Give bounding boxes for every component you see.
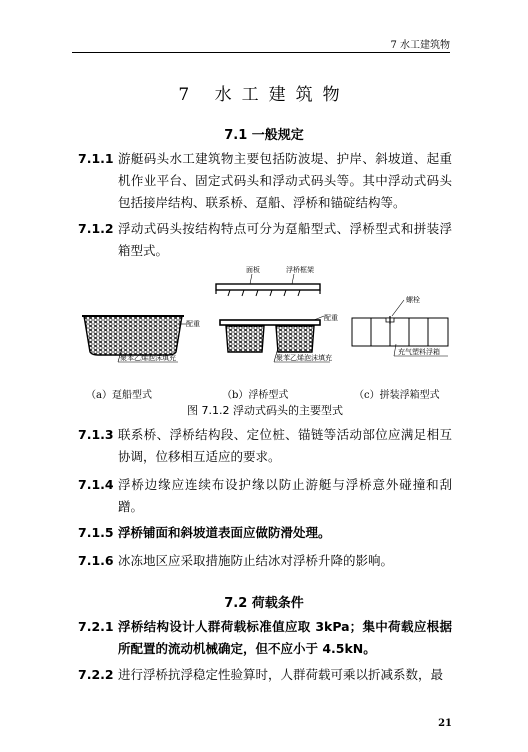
clause-7-1-1: [78, 148, 452, 214]
section-title-7-2: 7.2 荷载条件: [224, 596, 304, 611]
barge-type-section: [82, 316, 200, 362]
label-pontoon-frame: 浮桥框架: [286, 266, 314, 274]
label-ballast-a: 配重: [186, 320, 200, 328]
label-deck-board: 面板: [246, 266, 260, 274]
clause-7-1-3: [78, 424, 452, 468]
header-rule: [72, 52, 450, 53]
label-foam-fill-a: 聚苯乙烯泡沫填充: [120, 354, 176, 362]
clause-7-1-5: [78, 522, 452, 544]
label-foam-fill-b: 聚苯乙烯泡沫填充: [276, 354, 332, 362]
label-bolt: 螺栓: [406, 296, 420, 304]
clause-text: 浮桥铺面和斜坡道表面应做防滑处理。: [118, 525, 331, 540]
clause-7-1-2: [78, 218, 452, 262]
running-head: 7 水工建筑物: [390, 40, 450, 51]
clause-number: 7.1.3: [78, 427, 114, 442]
section-title-7-1: 7.1 一般规定: [224, 128, 304, 143]
clause-number: 7.1.4: [78, 477, 114, 492]
clause-text: 游艇码头水工建筑物主要包括防波堤、护岸、斜坡道、起重机作业平台、固定式码头和浮动式码头等。其中浮动式码头包括接岸结构、联系桥、趸船、浮桥和锚碇结构等。: [118, 151, 452, 210]
clause-number: 7.1.2: [78, 221, 114, 236]
page-number: 21: [438, 718, 452, 729]
pontoon-type-section: [216, 265, 338, 362]
clause-number: 7.1.5: [78, 525, 114, 540]
subcaption-c: （c）拼装浮箱型式: [354, 390, 440, 401]
modular-float-section: [352, 295, 448, 356]
chapter-title: 7 水工建筑物: [178, 85, 350, 105]
clause-7-1-4: [78, 474, 452, 518]
clause-7-2-2: [78, 664, 452, 686]
clause-7-1-6: [78, 550, 452, 572]
clause-number: 7.2.1: [78, 619, 114, 634]
clause-number: 7.2.2: [78, 667, 114, 682]
clause-text: 进行浮桥抗浮稳定性验算时，人群荷载可乘以折减系数，最: [118, 667, 444, 682]
label-ballast-b: 配重: [324, 314, 338, 322]
clause-7-2-1: [78, 616, 452, 660]
clause-text: 浮桥结构设计人群荷载标准值应取 3kPa；集中荷载应根据所配置的流动机械确定，但不应小于 4.5kN。: [118, 619, 452, 656]
floating-dock-types-drawing: [78, 262, 452, 384]
figure-caption: 图 7.1.2 浮动式码头的主要型式: [187, 404, 343, 417]
clause-text: 联系桥、浮桥结构段、定位桩、锚链等活动部位应满足相互协调，位移相互适应的要求。: [118, 427, 452, 464]
subcaption-a: （a）趸船型式: [86, 390, 152, 401]
clause-number: 7.1.1: [78, 151, 114, 166]
label-inflatable-plastic-float: 充气塑料浮箱: [398, 348, 440, 356]
figure-7-1-2: [78, 262, 452, 417]
subcaption-b: （b）浮桥型式: [222, 390, 289, 401]
clause-text: 浮动式码头按结构特点可分为趸船型式、浮桥型式和拼装浮箱型式。: [118, 221, 452, 258]
clause-text: 浮桥边缘应连续布设护缘以防止游艇与浮桥意外碰撞和刮蹭。: [118, 477, 452, 514]
clause-text: 冰冻地区应采取措施防止结冰对浮桥升降的影响。: [118, 553, 394, 568]
clause-number: 7.1.6: [78, 553, 114, 568]
